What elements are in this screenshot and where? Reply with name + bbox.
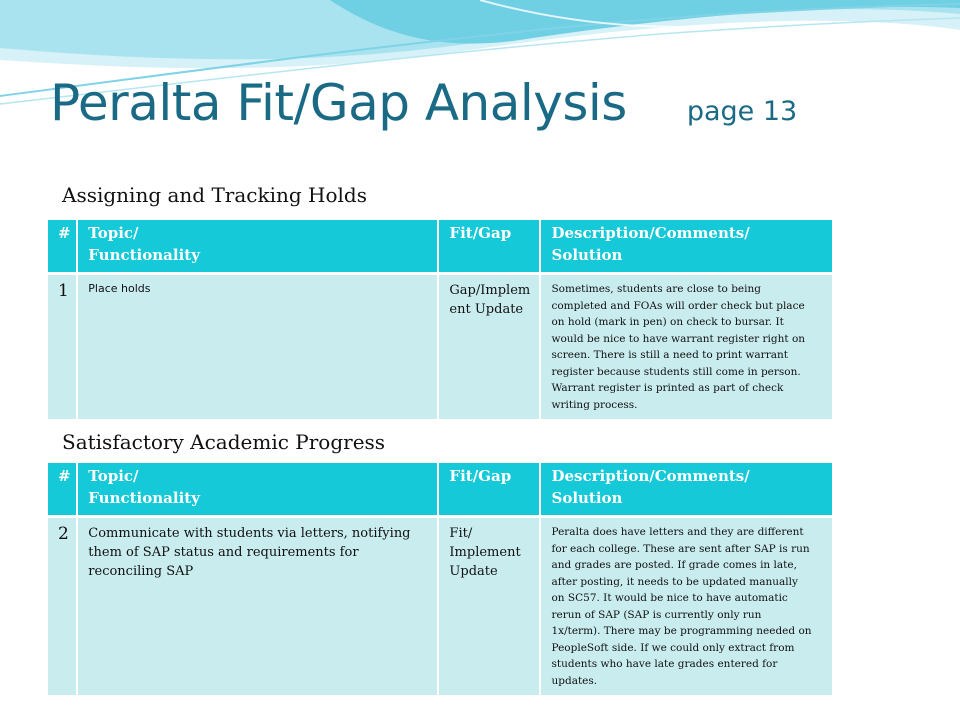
page-label: page 13	[686, 96, 798, 127]
row-description: Peralta does have letters and they are different for each college. These are sent after SAP is run and grades are posted. If grade comes in late, after posting, it needs to be updated manually on SC57. It would be nice to have automatic rerun of SAP (SAP is currently only run 1x/term). There may be programming needed on PeopleSoft side. If we could only extract from students who have late grades entered for updates.	[541, 518, 832, 698]
table-row	[48, 518, 832, 698]
col-header-topic-text: Topic/ Functionality	[88, 224, 200, 264]
row-number: 1	[48, 275, 78, 422]
col-header-description	[541, 220, 832, 275]
col-header-number: #	[48, 463, 78, 518]
row-topic: Place holds	[78, 275, 439, 422]
col-header-fitgap: Fit/Gap	[439, 220, 541, 275]
col-header-description	[541, 463, 832, 518]
row-description: Sometimes, students are close to being completed and FOAs will order check but place on hold (mark in pen) on check to bursar. It would be nice to have warrant register right on screen. There is still a need to print warrant register because students still come in person. Warrant register is printed as part of check writing process.	[541, 275, 832, 422]
col-header-description-text: Description/Comments/ Solution	[551, 467, 750, 507]
table-row	[48, 275, 832, 422]
slide-title	[50, 74, 797, 132]
col-header-description-text: Description/Comments/ Solution	[551, 224, 750, 264]
row-number: 2	[48, 518, 78, 698]
col-header-topic-text: Topic/ Functionality	[88, 467, 200, 507]
section-heading-sap: Satisfactory Academic Progress	[62, 430, 386, 454]
row-fitgap: Fit/ Implement Update	[439, 518, 541, 698]
table-header-row	[48, 220, 832, 275]
row-fitgap: Gap/Implem ent Update	[439, 275, 541, 422]
row-topic: Communicate with students via letters, notifying them of SAP status and requirements for reconciling SAP	[78, 518, 439, 698]
sap-table	[48, 463, 832, 698]
table-header-row	[48, 463, 832, 518]
title-text: Peralta Fit/Gap Analysis	[50, 74, 627, 132]
col-header-topic	[78, 463, 439, 518]
section-heading-holds: Assigning and Tracking Holds	[62, 183, 367, 207]
col-header-number: #	[48, 220, 78, 275]
col-header-topic	[78, 220, 439, 275]
col-header-fitgap: Fit/Gap	[439, 463, 541, 518]
holds-table	[48, 220, 832, 422]
